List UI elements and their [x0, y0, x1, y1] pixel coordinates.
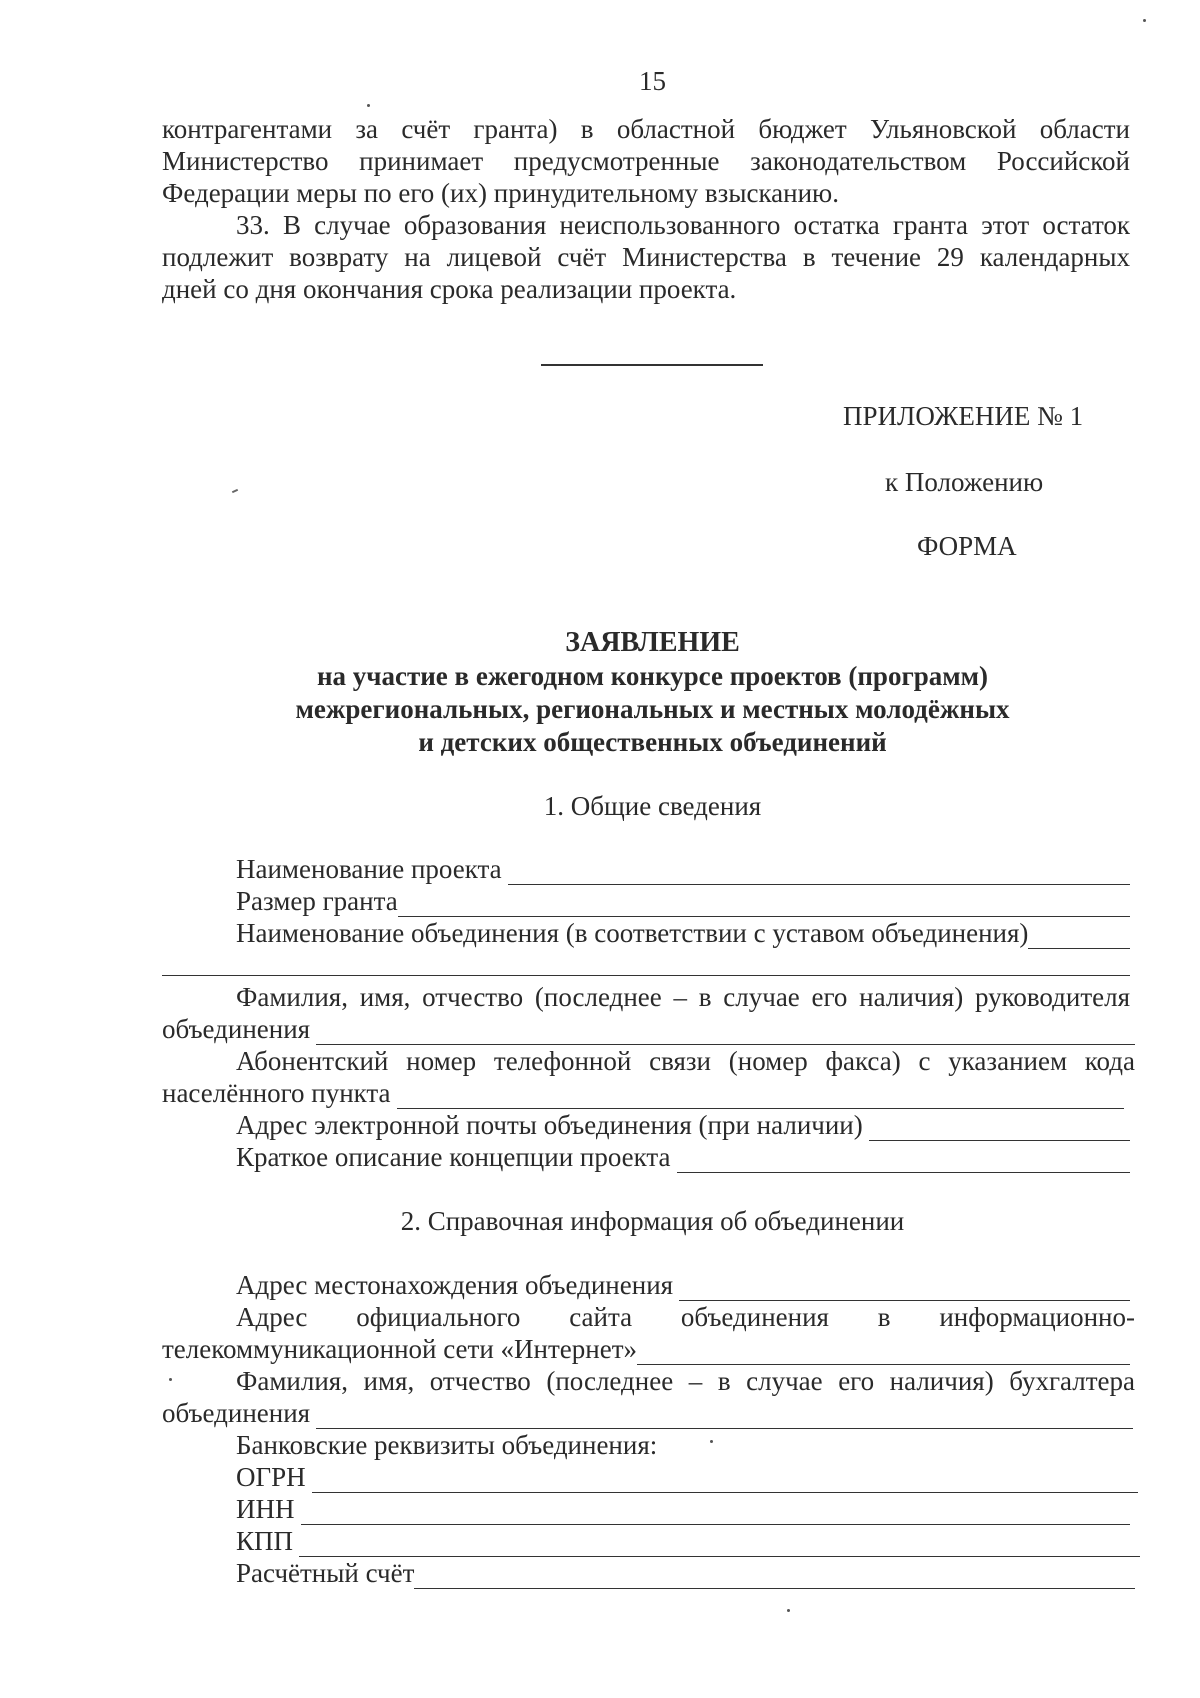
- bank-details-label: Банковские реквизиты объединения:: [236, 1430, 658, 1460]
- location-label: Адрес местонахождения объединения: [236, 1270, 674, 1300]
- website-label: телекоммуникационной сети «Интернет»: [162, 1334, 637, 1364]
- org-name-continuation-line[interactable]: [162, 975, 1130, 976]
- page-number: 15: [639, 66, 666, 96]
- section-1-heading: 1. Общие сведения: [543, 791, 762, 821]
- document-title: ЗАЯВЛЕНИЕ: [565, 627, 740, 658]
- concept-field[interactable]: [236, 1141, 1130, 1173]
- inn-label: ИНН: [236, 1494, 295, 1524]
- account-field[interactable]: [236, 1557, 1135, 1589]
- kpp-field[interactable]: [236, 1525, 1140, 1557]
- scan-speck: [169, 1378, 172, 1381]
- point33-line-2: подлежит возврату на лицевой счёт Министерства в течение 29 календарных: [162, 242, 1130, 272]
- ogrn-label: ОГРН: [236, 1462, 306, 1492]
- accountant-label: объединения: [162, 1398, 311, 1428]
- phone-line-1: Абонентский номер телефонной связи (номер факса) с указанием кода: [236, 1046, 1135, 1076]
- org-name-field[interactable]: [236, 917, 1130, 949]
- point33-line-3: дней со дня окончания срока реализации проекта.: [162, 274, 737, 304]
- project-name-field[interactable]: [236, 853, 1130, 885]
- title-line-2: межрегиональных, региональных и местных молодёжных: [295, 694, 1010, 724]
- website-line-1: Адрес официального сайта объединения в информационно-: [236, 1302, 1135, 1332]
- org-name-label: Наименование объединения (в соответствии с уставом объединения): [236, 918, 1029, 948]
- intro-line-2: Министерство принимает предусмотренные законодательством Российской: [162, 146, 1130, 176]
- scan-speck: [787, 1609, 790, 1612]
- scan-speck: [367, 104, 370, 107]
- section-2-heading: 2. Справочная информация об объединении: [400, 1206, 905, 1236]
- phone-label: населённого пункта: [162, 1078, 391, 1108]
- location-field[interactable]: [236, 1269, 1130, 1301]
- accountant-field[interactable]: [162, 1397, 1133, 1429]
- scan-speck: [710, 1440, 713, 1443]
- email-field[interactable]: [236, 1109, 1130, 1141]
- grant-size-label: Размер гранта: [236, 886, 398, 916]
- account-label: Расчётный счёт: [236, 1558, 415, 1588]
- head-name-label: объединения: [162, 1014, 311, 1044]
- grant-size-field[interactable]: [236, 885, 1130, 917]
- section-divider: [541, 364, 763, 366]
- scan-speck: [1143, 19, 1146, 22]
- title-line-3: и детских общественных объединений: [418, 727, 887, 757]
- email-label: Адрес электронной почты объединения (при наличии): [236, 1110, 863, 1140]
- head-name-field[interactable]: [162, 1013, 1135, 1045]
- scan-speck: [232, 489, 238, 493]
- website-field[interactable]: [162, 1333, 1130, 1365]
- point33-line-1: 33. В случае образования неиспользованного остатка гранта этот остаток: [236, 210, 1130, 240]
- ogrn-field[interactable]: [236, 1461, 1138, 1493]
- appendix-label: ПРИЛОЖЕНИЕ № 1: [843, 401, 1084, 431]
- intro-line-3: Федерации меры по его (их) принудительному взысканию.: [162, 178, 839, 208]
- intro-line-1: контрагентами за счёт гранта) в областной бюджет Ульяновской области: [162, 114, 1130, 144]
- phone-field[interactable]: [162, 1077, 1124, 1109]
- project-name-label: Наименование проекта: [236, 854, 502, 884]
- appendix-to: к Положению: [885, 467, 1044, 497]
- kpp-label: КПП: [236, 1526, 294, 1556]
- accountant-line-1: Фамилия, имя, отчество (последнее – в случае его наличия) бухгалтера: [236, 1366, 1135, 1396]
- appendix-form: ФОРМА: [917, 531, 1017, 561]
- inn-field[interactable]: [236, 1493, 1130, 1525]
- concept-label: Краткое описание концепции проекта: [236, 1142, 671, 1172]
- title-line-1: на участие в ежегодном конкурсе проектов (программ): [316, 661, 989, 691]
- head-name-line-1: Фамилия, имя, отчество (последнее – в случае его наличия) руководителя: [236, 982, 1130, 1012]
